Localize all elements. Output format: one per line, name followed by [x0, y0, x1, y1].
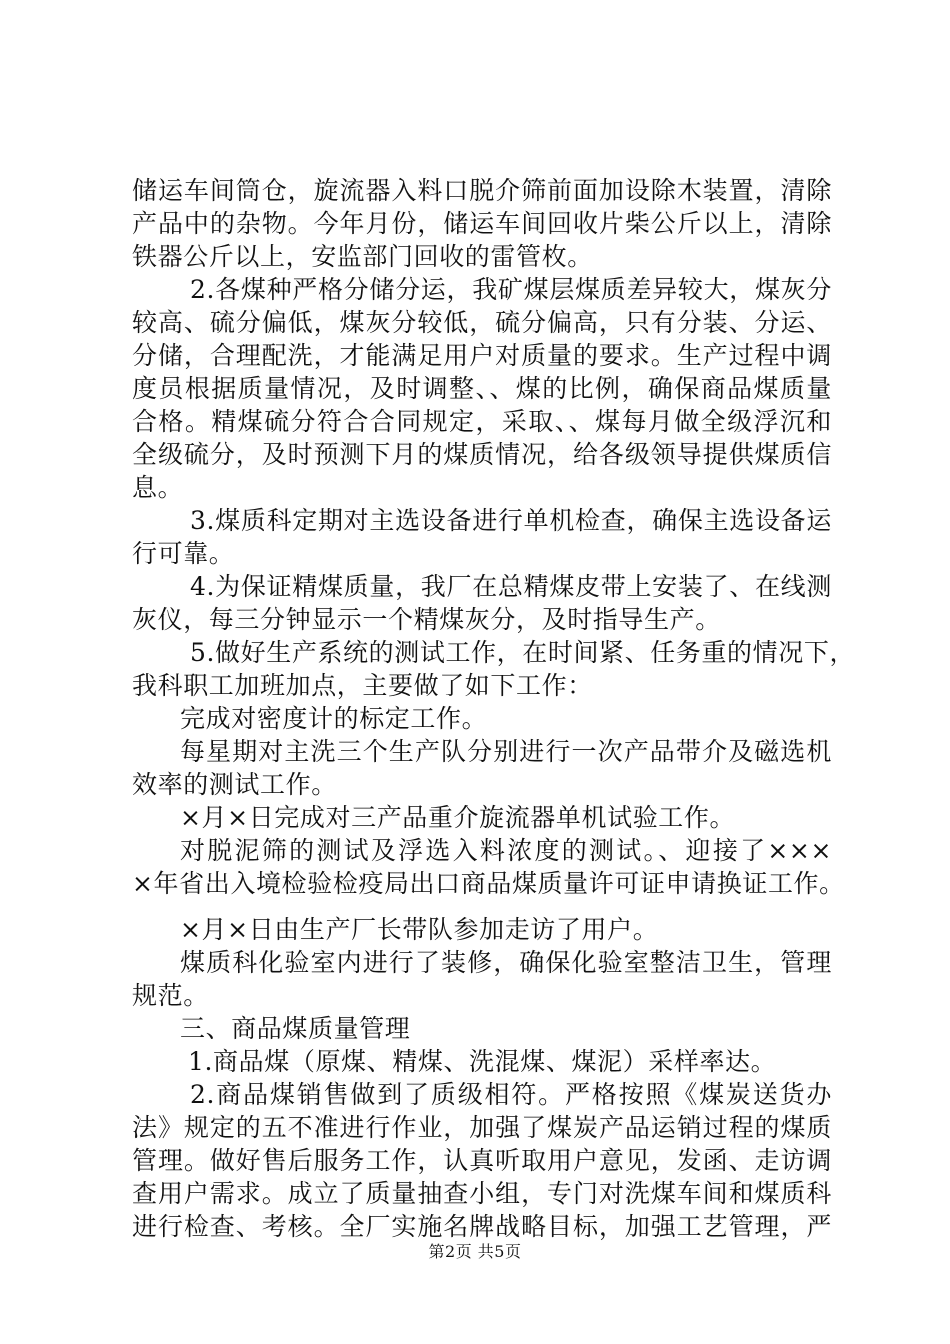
text-line: 产品中的杂物。今年月份，储运车间回收片柴公斤以上，清除	[132, 209, 832, 238]
text-line: 储运车间筒仓，旋流器入料口脱介筛前面加设除木装置，清除	[132, 176, 832, 205]
text-line: 4.为保证精煤质量，我厂在总精煤皮带上安装了、在线测	[190, 572, 832, 601]
text-line: 对脱泥筛的测试及浮选入料浓度的测试。、迎接了×××	[180, 836, 832, 865]
text-line: 查用户需求。成立了质量抽查小组，专门对洗煤车间和煤质科	[132, 1179, 832, 1208]
text-line: ×月×日完成对三产品重介旋流器单机试验工作。	[180, 803, 736, 832]
text-line: 分储，合理配洗，才能满足用户对质量的要求。生产过程中调	[132, 341, 832, 370]
text-line: 行可靠。	[132, 539, 235, 568]
text-line: 1.商品煤（原煤、精煤、洗混煤、煤泥）采样率达。	[188, 1047, 777, 1076]
text-line: ×年省出入境检验检疫局出口商品煤质量许可证申请换证工作。	[132, 869, 845, 898]
text-line: 管理。做好售后服务工作，认真听取用户意见，发函、走访调	[132, 1146, 832, 1175]
text-line: 每星期对主洗三个生产队分别进行一次产品带介及磁选机	[180, 737, 832, 766]
text-line: 较高、硫分偏低，煤灰分较低，硫分偏高，只有分装、分运、	[132, 308, 832, 337]
document-body	[132, 174, 856, 1243]
text-line: 煤质科化验室内进行了装修，确保化验室整洁卫生，管理	[180, 948, 832, 977]
text-line: 铁器公斤以上，安监部门回收的雷管枚。	[132, 242, 593, 271]
page-footer: 第2页 共5页	[428, 1242, 522, 1261]
text-line: 3.煤质科定期对主选设备进行单机检查，确保主选设备运	[190, 506, 832, 535]
text-line: 息。	[132, 473, 184, 502]
text-line: 完成对密度计的标定工作。	[180, 704, 488, 733]
text-line: 规范。	[132, 981, 209, 1010]
text-line: 5.做好生产系统的测试工作，在时间紧、任务重的情况下，	[190, 638, 856, 667]
text-line: ×月×日由生产厂长带队参加走访了用户。	[180, 915, 659, 944]
text-line: 进行检查、考核。全厂实施名牌战略目标，加强工艺管理，严	[132, 1212, 832, 1241]
text-line: 效率的测试工作。	[132, 770, 337, 799]
text-line: 灰仪，每三分钟显示一个精煤灰分，及时指导生产。	[132, 605, 721, 634]
text-line: 全级硫分，及时预测下月的煤质情况，给各级领导提供煤质信	[132, 440, 832, 469]
text-line: 法》规定的五不准进行作业，加强了煤炭产品运销过程的煤质	[132, 1113, 832, 1142]
text-line: 2.各煤种严格分储分运，我矿煤层煤质差异较大，煤灰分	[190, 275, 832, 304]
text-line: 合格。精煤硫分符合合同规定，采取、、煤每月做全级浮沉和	[132, 407, 832, 436]
text-line: 我科职工加班加点，主要做了如下工作：	[132, 671, 593, 700]
text-line: 度员根据质量情况，及时调整、、煤的比例，确保商品煤质量	[132, 374, 832, 403]
text-line: 2.商品煤销售做到了质级相符。严格按照《煤炭送货办	[190, 1080, 832, 1109]
text-line: 三、商品煤质量管理	[180, 1014, 411, 1043]
